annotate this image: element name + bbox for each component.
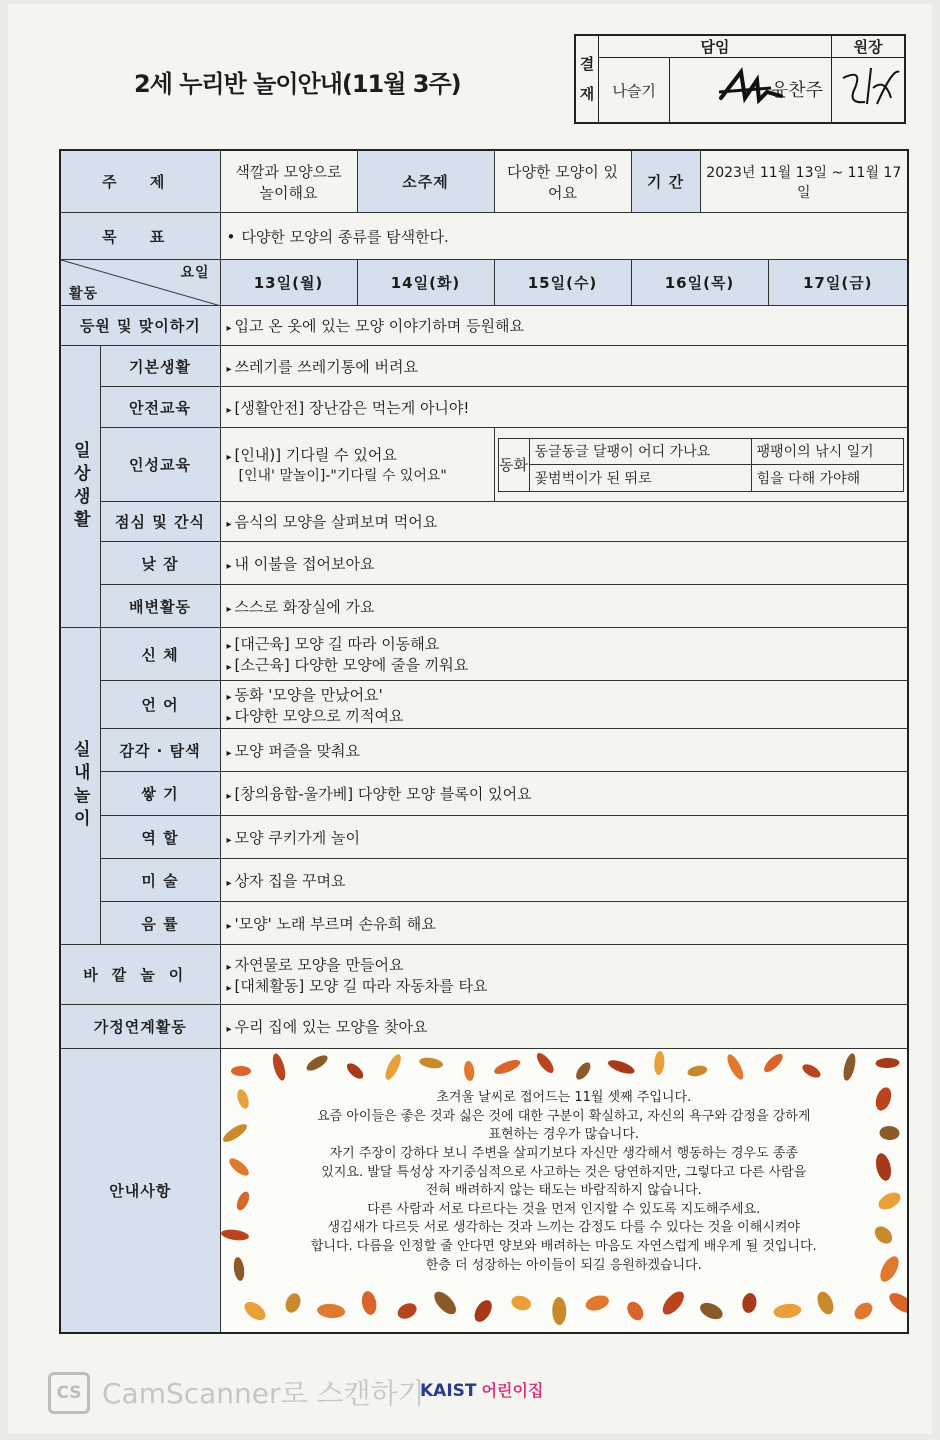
- leaf-decoration: [875, 1189, 903, 1213]
- story-cell: [494, 428, 908, 502]
- theme-label: 주 제: [60, 150, 220, 213]
- leaf-decoration: [463, 1061, 475, 1082]
- leaf-decoration: [241, 1298, 269, 1324]
- activity-corner-label: 활동: [69, 286, 99, 302]
- story-title-2: 팽팽이의 낚시 일기: [751, 438, 903, 465]
- language-cell: [220, 681, 908, 729]
- leaf-decoration: [875, 1058, 899, 1069]
- approval-side-label: 결재: [575, 35, 599, 123]
- leaf-decoration: [344, 1061, 366, 1082]
- notice-line: 자기 주장이 강하다 보니 주변을 살피기보다 자신만 생각해서 행동하는 경우도 종종: [329, 1146, 798, 1162]
- notice-cell: [220, 1049, 908, 1333]
- leaf-decoration: [876, 1254, 902, 1285]
- footer: [48, 1366, 908, 1412]
- art-label: 미 술: [100, 859, 220, 902]
- outdoor-cell: [220, 945, 908, 1005]
- building-label: 쌓 기: [100, 772, 220, 816]
- toilet-label: 배변활동: [100, 585, 220, 628]
- basic-life-text: ▸ 쓰레기를 쓰레기통에 버려요: [220, 346, 908, 387]
- logo-daycare: 어린이집: [481, 1381, 544, 1400]
- sensory-label: 감각 · 탐색: [100, 729, 220, 772]
- leaf-decoration: [359, 1290, 377, 1316]
- outdoor-line2: ▸ [대체활동] 모양 길 따라 자동차를 타요: [227, 975, 902, 996]
- art-text: ▸ 상자 집을 꾸며요: [220, 859, 908, 902]
- period-label: 기 간: [632, 151, 701, 212]
- day-wed: 15일(수): [494, 260, 631, 306]
- nap-text: ▸ 내 이불을 접어보아요: [220, 542, 908, 585]
- language-label: 언 어: [100, 681, 220, 729]
- goal-value: • 다양한 모양의 종류를 탐색한다.: [220, 213, 908, 260]
- page-title: 2세 누리반 놀이안내(11월 3주): [134, 70, 461, 98]
- kaist-daycare-logo: [420, 1378, 580, 1412]
- leaf-decoration: [533, 1051, 556, 1076]
- principal-name: 윤찬주: [770, 80, 823, 101]
- leaf-decoration: [814, 1289, 836, 1317]
- notice-line: 한층 더 성장하는 아이들이 되길 응원하겠습니다.: [425, 1257, 702, 1273]
- story-title-1: 동글동글 달팽이 어디 가나요: [529, 438, 751, 465]
- approval-box: [574, 34, 906, 124]
- teacher-name: 나슬기: [599, 58, 670, 124]
- approval-director-label: 원장: [832, 35, 906, 58]
- leaf-decoration: [471, 1297, 495, 1325]
- leaf-decoration: [573, 1060, 593, 1082]
- leaf-decoration: [697, 1300, 725, 1323]
- activity-table: [59, 149, 909, 1334]
- character-cell: [220, 428, 494, 502]
- character-line2: [인내' 말놀이]-"기다릴 수 있어요": [238, 468, 447, 484]
- leaf-decoration: [382, 1052, 403, 1082]
- leaf-decoration: [316, 1303, 345, 1319]
- leaf-decoration: [623, 1299, 646, 1323]
- approval-teacher-label: 담임: [599, 35, 832, 58]
- notice-line: 있지요. 발달 특성상 자기중심적으로 사고하는 것은 당연하지만, 그렇다고 다른 사람을: [321, 1164, 807, 1180]
- physical-cell: [220, 628, 908, 681]
- physical-line1: ▸ [대근육] 모양 길 따라 이동해요: [227, 633, 902, 654]
- day-activity-corner: [60, 260, 220, 306]
- day-mon: 13일(월): [220, 260, 357, 306]
- leaf-decoration: [653, 1051, 665, 1076]
- leaf-decoration: [740, 1292, 757, 1314]
- director-signature: [832, 58, 906, 124]
- arrival-text: ▸ 입고 온 옷에 있는 모양 이야기하며 등원해요: [220, 306, 908, 346]
- sensory-text: ▸ 모양 퍼즐을 맞춰요: [220, 729, 908, 772]
- leaf-decoration: [724, 1053, 746, 1082]
- theme-value: 색깔과 모양으로 놀이해요: [220, 150, 357, 213]
- leaf-decoration: [871, 1223, 895, 1247]
- story-title-4: 힘을 다해 가야해: [751, 465, 903, 492]
- leaf-decoration: [761, 1051, 785, 1075]
- character-label: 인성교육: [100, 428, 220, 502]
- leaf-decoration: [226, 1156, 251, 1179]
- leaf-decoration: [395, 1300, 419, 1322]
- nap-label: 낮 잠: [100, 542, 220, 585]
- day-tue: 14일(화): [357, 260, 494, 306]
- period-cell: [631, 150, 908, 213]
- music-text: ▸ '모양' 노래 부르며 손유희 해요: [220, 902, 908, 945]
- leaf-decoration: [231, 1066, 251, 1076]
- story-title-3: 꽃범벅이가 된 뛰로: [529, 465, 751, 492]
- leaf-decoration: [772, 1303, 802, 1320]
- subtheme-value: 다양한 모양이 있어요: [494, 150, 631, 213]
- role-play-text: ▸ 모양 쿠키가게 놀이: [220, 816, 908, 859]
- notice-label: 안내사항: [60, 1049, 220, 1333]
- leaf-decoration: [232, 1257, 245, 1282]
- notice-line: 합니다. 다름을 인정할 줄 안다면 양보와 배려하는 마음도 자연스럽게 배우게 될 것입니다.: [310, 1239, 817, 1254]
- safety-text: ▸ [생활안전] 장난감은 먹는게 아니야!: [220, 387, 908, 428]
- leaf-decoration: [658, 1288, 687, 1318]
- leaf-decoration: [509, 1294, 532, 1313]
- leaf-decoration: [583, 1293, 610, 1313]
- character-line1: ▸ [인내)] 기다릴 수 있어요: [227, 444, 488, 465]
- day-corner-label: 요일: [180, 265, 210, 281]
- subtheme-label: 소주제: [357, 150, 494, 213]
- basic-life-label: 기본생활: [100, 346, 220, 387]
- leaf-decoration: [886, 1289, 907, 1317]
- lunch-text: ▸ 음식의 모양을 살펴보며 먹어요: [220, 502, 908, 542]
- leaf-decoration: [872, 1086, 893, 1113]
- leaf-decoration: [282, 1291, 302, 1315]
- period-value: 2023년 11월 13일 ~ 11월 17일: [706, 164, 902, 201]
- outdoor-line1: ▸ 자연물로 모양을 만들어요: [227, 954, 902, 975]
- document-page: [8, 4, 932, 1434]
- leaf-decoration: [304, 1053, 330, 1074]
- leaf-decoration: [221, 1121, 249, 1145]
- leaf-decoration: [418, 1056, 443, 1070]
- notice-line: 전혀 배려하지 않는 태도는 바람직하지 않습니다.: [425, 1183, 702, 1199]
- toilet-text: ▸ 스스로 화장실에 가요: [220, 585, 908, 628]
- teacher-signature: [670, 58, 832, 124]
- leaf-decoration: [841, 1052, 857, 1082]
- role-play-label: 역 할: [100, 816, 220, 859]
- leaf-decoration: [492, 1057, 522, 1077]
- music-label: 음 률: [100, 902, 220, 945]
- leaf-decoration: [430, 1288, 459, 1318]
- daily-life-group: 일상생활: [60, 346, 100, 628]
- building-text: ▸ [창의융합-울가베] 다양한 모양 블록이 있어요: [220, 772, 908, 816]
- physical-label: 신 체: [100, 628, 220, 681]
- goal-label: 목 표: [60, 213, 220, 260]
- leaf-decoration: [879, 1126, 900, 1141]
- indoor-play-group: 실내놀이: [60, 628, 100, 945]
- notice-line: 다른 사람과 서로 다르다는 것을 먼저 인지할 수 있도록 지도해주세요.: [367, 1201, 761, 1217]
- leaf-decoration: [851, 1300, 875, 1323]
- camscanner-icon: CS: [48, 1372, 90, 1414]
- day-fri: 17일(금): [768, 260, 908, 306]
- home-link-label: 가정연계활동: [60, 1005, 220, 1049]
- leaf-decoration: [800, 1062, 822, 1081]
- logo-kaist: KAIST: [420, 1381, 477, 1401]
- leaf-decoration: [873, 1152, 893, 1182]
- notice-line: 표현하는 경우가 많습니다.: [488, 1127, 640, 1143]
- leaf-decoration: [606, 1058, 636, 1077]
- notice-line: 요즘 아이들은 좋은 것과 싫은 것에 대한 구분이 확실하고, 자신의 욕구와 감정을 강하게: [317, 1108, 811, 1124]
- signature-mark: [833, 58, 903, 118]
- leaf-decoration: [552, 1297, 566, 1325]
- story-label: 동화: [498, 438, 529, 491]
- outdoor-label: 바깥놀이: [60, 945, 220, 1005]
- lunch-label: 점심 및 간식: [100, 502, 220, 542]
- language-line2: ▸ 다양한 모양으로 끼적여요: [227, 705, 902, 726]
- home-link-text: ▸ 우리 집에 있는 모양을 찾아요: [220, 1005, 908, 1049]
- notice-line: 초겨울 날씨로 접어드는 11월 셋째 주입니다.: [436, 1090, 692, 1106]
- arrival-label: 등원 및 맞이하기: [60, 306, 220, 346]
- camscanner-watermark: CamScanner로 스캔하기: [102, 1377, 425, 1410]
- leaf-decoration: [270, 1052, 287, 1082]
- notice-line: 생김새가 다르듯 서로 생각하는 것과 느끼는 감정도 다를 수 있다는 것을 이해시켜야: [327, 1220, 800, 1236]
- language-line1: ▸ 동화 '모양을 만났어요': [227, 684, 902, 705]
- safety-label: 안전교육: [100, 387, 220, 428]
- day-thu: 16일(목): [631, 260, 768, 306]
- notice-box: [221, 1049, 908, 1331]
- notice-text: [261, 1089, 868, 1275]
- leaf-decoration: [686, 1064, 708, 1078]
- leaf-decoration: [235, 1088, 251, 1110]
- physical-line2: ▸ [소근육] 다양한 모양에 줄을 끼워요: [227, 654, 902, 675]
- leaf-decoration: [234, 1190, 251, 1212]
- leaf-decoration: [221, 1228, 250, 1242]
